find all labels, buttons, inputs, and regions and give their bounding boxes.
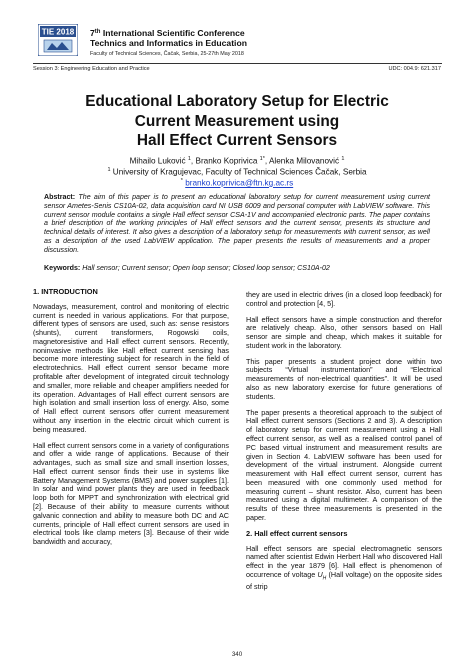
author-name: Branko Koprivica [195, 156, 258, 166]
paragraph: Nowadays, measurement, control and monitoring of electric current is needed in various applications. For that purpose, different types of sensors are used, such as: sense resistors (shunts), current transformers, Rogowski coils, magnetoresistive and Hall effect current sensors. Recently, noninvasive methods like Hall effect current sensing has become more interesting subject for research in the field of electrotechnics. Hall effect current sensor became more profitable after development of integrated circuit technology and smaller, more reliable and cheaper amplifiers needed for its operation. Advantages of Hall effect current sensors are high isolation and small insertion loss of energy. Also, some of Hall effect current sensors offer current measurement without any insertion in the electric circuit which current is being measured. [33, 301, 229, 434]
affiliation: $^1$ University of Kragujevac, Faculty of Technical Sciences Čačak, Serbia [107, 167, 367, 177]
paragraph: Hall effect current sensors come in a variety of configurations and offer a wide range of applications. Because of their advantages, such as small size and small insertion losses, Hall effect current sensor finds their use in systems like Battery Management Systems (BMS) and power supplies [1]. In solar and wind power plants they are used in feedback loop both for MPPT and synchronization with electrical grid [2]. Because of their ability to measure currents without galvanic connection and ability to measure both DC and AC currents, principle of Hall effect current sensors are used in electrical tools like clamp meters [3]. Because of their wide bandwidth and accuracy, [33, 440, 229, 547]
right-column [246, 291, 442, 592]
section-heading-introduction: 1. INTRODUCTION [33, 287, 98, 296]
keywords-text: Hall sensor; Current sensor; Open loop sensor; Closed loop sensor; CS10A-02 [82, 264, 330, 272]
conference-venue: Faculty of Technical Sciences, Čačak, Serbia, 25-27th May 2018 [90, 51, 244, 57]
author-name: Alenka Milovanović [268, 156, 340, 166]
conference-title-line2: Technics and Informatics in Education [90, 38, 247, 49]
paper-title [40, 92, 434, 151]
conference-title [90, 28, 247, 48]
paragraph: they are used in electric drives (in a closed loop feedback) for control and protection [4, 5]. [246, 290, 442, 308]
header-divider [33, 63, 442, 64]
page-number: 340 [231, 651, 243, 658]
logo-label: TIE 2018 [41, 27, 75, 37]
corresponding-email: * branko.koprivica@ftn.kg.ac.rs [180, 178, 294, 188]
paper-title-line2: Current Measurement using [134, 112, 340, 130]
abstract-label: Abstract: [44, 193, 76, 201]
author-name: Mihailo Luković [129, 156, 186, 166]
abstract-text: The aim of this paper is to present an educational laboratory setup for current measurement using current sensor Ametes-Senis CS10A-02, data acquisition card NI USB 6009 and personal computer with LabVIEW software. This current sensor module contains a single Hall effect sensor CSA-1V and accompanied electronic parts. The paper contains a brief description of the working principles of Hall effect sensors and the current sensor, presents its structure and technical details of interest. It also gives a description of a laboratory setup for measurements with current sensor, as well as a description of the used LabVIEW application. The paper presents the results of measurements and a proper discussion. [44, 193, 430, 254]
conference-logo [38, 24, 78, 56]
section-heading-hall-effect: 2. Hall effect current sensors [246, 528, 348, 538]
hall-voltage-symbol: $U_H$ [317, 569, 327, 582]
email-link[interactable]: branko.koprivica@ftn.kg.ac.rs [185, 178, 294, 188]
paragraph: This paper presents a student project done within two subjects “Virtual instrumentation” and “Electrical measurements of non-electrical quantities”. It will be used also as new laboratory exercise for future generations of students. [246, 356, 442, 401]
paragraph: The paper presents a theoretical approach to the subject of Hall effect current sensors (Sections 2 and 3). A description of laboratory setup for current measurement using a Hall effect current sensor, as well as a realised control panel of PC based virtual instrument and measurement results are given in Section 4. LabVIEW software has been used for development of the virtual instrument. Alongside current measurement with Hall effect current sensor, current has been measured with one commonly used method for measuring current – shunt resistor. Also, current has been measured using a digital multimeter. A comparison of the results of these three measurements is presented in the paper. [246, 407, 442, 522]
author-list: Mihailo Luković $^1$, Branko Koprivica $^{1*}$, Alenka Milovanović $^1$ [129, 156, 345, 166]
keywords-label: Keywords: [44, 264, 81, 272]
left-column [33, 288, 229, 554]
paper-title-line3: Hall Effect Current Sensors [136, 132, 338, 150]
abstract [44, 193, 430, 254]
keywords [44, 264, 430, 273]
paragraph: Hall effect sensors are special electromagnetic sensors named after scientist Edwin Herbert Hall who discovered Hall effect in the year 1879 [6]. Hall effect is phenomenon of occurrence of voltage $U_H$ (Hall voltage) on the opposite sides of strip [246, 543, 442, 592]
paper-title-line1: Educational Laboratory Setup for Electric [85, 93, 389, 110]
session-label: Session 3: Engineering Education and Practice [33, 66, 150, 72]
conference-title-line1: 7th International Scientific Conference [90, 28, 245, 38]
udc-code: UDC: 004.9: 621.317 [388, 66, 441, 72]
paragraph: Hall effect sensors have a simple construction and therefor are relatively cheap. Also, other sensors based on Hall sensor are simple and cheap, which makes it suitable for student work in the laboratory. [246, 314, 442, 350]
